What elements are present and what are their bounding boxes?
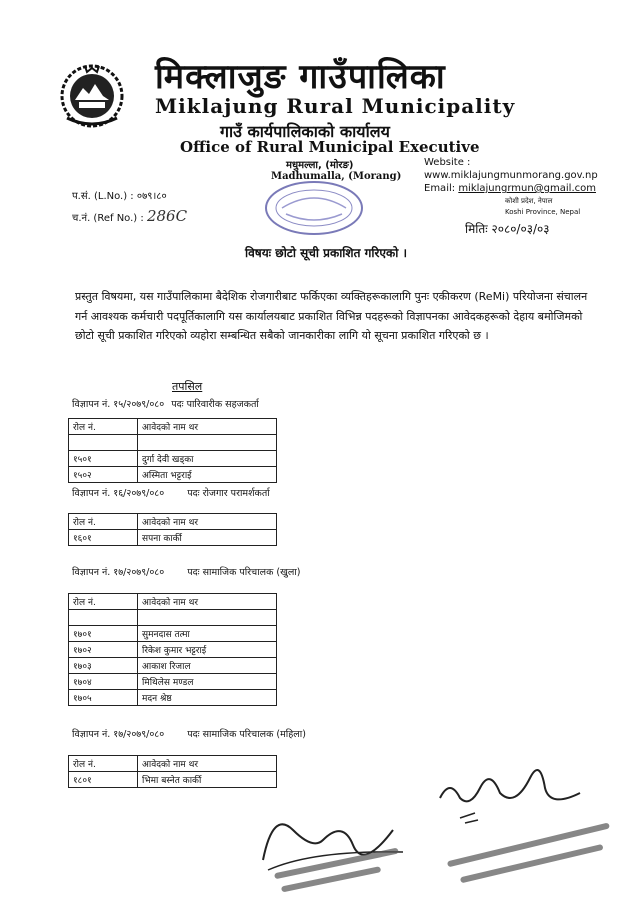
province-nepali: कोशी प्रदेश, नेपाल [505,197,553,205]
applicant-name: रिकेश कुमार भट्टराई [138,642,277,658]
letter-date: मितिः २०८०/०३/०३ [465,222,550,236]
advertisement-number: विज्ञापन नं. १७/२०७९/०८० [72,567,165,578]
office-name-nepali: गाउँ कार्यपालिकाको कार्यालय [220,122,390,141]
table-row [69,642,277,658]
address-nepali: मधुमल्ला, (मोरङ) [286,160,354,171]
table-row-blank [69,435,277,451]
advertisement-number: विज्ञापन नं. १६/२०७९/०८० [72,488,165,499]
roll-number: १७०२ [69,642,138,658]
table-header-row [69,594,277,610]
name-header: आवेदको नाम थर [138,594,277,610]
applicant-name: सपना कार्की [138,530,277,546]
table-row [69,451,277,467]
shortlist-table [68,513,277,546]
table-row [69,530,277,546]
table-row [69,772,277,788]
website-url: www.miklajungmunmorang.gov.np [424,170,598,181]
chn-value-handwritten: 286C [146,207,188,225]
table-row [69,690,277,706]
signature-chief-administrative-officer [420,738,620,888]
table-header-row [69,419,277,435]
post-name: पदः रोजगार परामर्शकर्ता [187,488,270,499]
municipality-emblem-icon [57,60,127,130]
post-name: पदः सामाजिक परिचालक (खुला) [187,567,301,578]
subject-line: विषयः छोटो सूची प्रकाशित गरिएको । [245,246,408,260]
table-row [69,658,277,674]
table-header-row [69,756,277,772]
signature-accounts-officer [253,790,413,900]
roll-header: रोल नं. [69,756,138,772]
roll-number: १७०५ [69,690,138,706]
municipality-name-nepali: मिक्लाजुङ गाउँपालिका [155,57,446,97]
name-header: आवेदको नाम थर [138,756,277,772]
applicant-name: भिमा बस्नेत कार्की [138,772,277,788]
body-paragraph: प्रस्तुत विषयमा, यस गाउँपालिकामा बैदेशिक रोजगारीबाट फर्किएका व्यक्तिहरूकालागि पुनः एकीकरण (ReMi) परियोजना संचालन गर्न आवश्यक कर्मचारी पदपूर्तिकालागि यस कार्यालयबाट प्रकाशित विभिन्न पदहरूको विज्ञापनका आवेदकहरूको देहाय बमोजिमको छोटो सूची प्रकाशित गरिएको व्यहोरा सम्बन्धित सबैको जानकारीका लागि यो सूचना प्रकाशित गरिएको छ । [75,290,588,342]
advertisement-number: विज्ञापन नं. १७/२०७९/०८० [72,729,165,740]
ps-value: ०७९।८० [136,191,167,202]
roll-header: रोल नं. [69,419,138,435]
roll-number: १८०१ [69,772,138,788]
applicant-name: सुमनदास तत्मा [138,626,277,642]
shortlist-table [68,755,277,788]
chn-label: च.नं. (Ref No.) : [72,213,144,224]
office-name-english: Office of Rural Municipal Executive [180,138,480,156]
table-row [69,674,277,690]
address-english: Madhumalla, (Morang) [271,171,402,182]
table-row [69,467,277,483]
municipality-name-english: Miklajung Rural Municipality [155,94,516,118]
applicant-name: मदन श्रेष्ठ [138,690,277,706]
table-row [69,626,277,642]
email-address: miklajungrmun@gmail.com [458,183,596,194]
post-name: पदः सामाजिक परिचालक (महिला) [187,729,306,740]
roll-header: रोल नं. [69,514,138,530]
name-header: आवेदको नाम थर [138,419,277,435]
roll-number: १७०१ [69,626,138,642]
post-name: पदः पारिवारीक सहजकर्ता [171,399,259,410]
roll-number: १७०३ [69,658,138,674]
roll-header: रोल नं. [69,594,138,610]
table-row-blank [69,610,277,626]
roll-number: १५०२ [69,467,138,483]
applicant-name: आकाश रिजाल [138,658,277,674]
table-header-row [69,514,277,530]
applicant-name: अस्मिता भट्टराई [138,467,277,483]
roll-number: १५०१ [69,451,138,467]
province-english: Koshi Province, Nepal [505,208,581,216]
shortlist-table [68,593,277,706]
email-label: Email: [424,183,456,194]
applicant-name: मिथिलेस मण्डल [138,674,277,690]
ps-label: प.सं. (L.No.) : [72,191,134,202]
advertisement-number: विज्ञापन नं. १५/२०७९/०८० [72,399,165,410]
shortlist-table [68,418,277,483]
roll-number: १६०१ [69,530,138,546]
details-heading: तपसिल [172,380,203,393]
website-label: Website : [424,157,471,168]
name-header: आवेदको नाम थर [138,514,277,530]
roll-number: १७०४ [69,674,138,690]
office-stamp [262,178,366,238]
applicant-name: दुर्गा देवी खड्का [138,451,277,467]
